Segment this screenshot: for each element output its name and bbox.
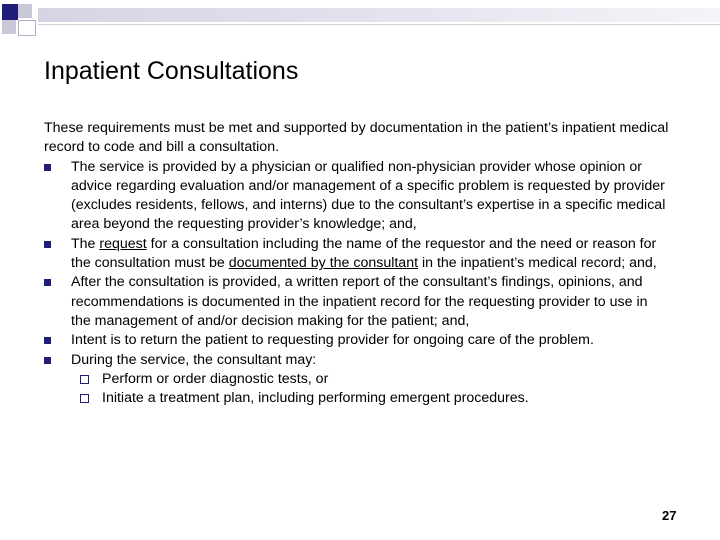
square-bullet-icon [44,241,51,248]
slide-title: Inpatient Consultations [44,57,299,85]
bullet-text: The [71,235,100,252]
underlined-text: documented by the consultant [228,255,419,272]
square-bullet-icon [44,164,51,171]
bullet-text: After the consultation is provided, a written report of the consultant’s findings, opinions, and recommendations is documented in the inpatient record for the requesting provider to use in the management of and/or decision making for the patient; and, [71,274,648,329]
bullet-text: During the service, the consultant may: [71,351,317,368]
square-bullet-icon [44,337,51,344]
header-square-light [2,20,16,34]
header-divider [38,24,720,25]
bullet-text: The service is provided by a physician or qualified non-physician provider whose opinion or advice regarding evaluation and/or management of a specific problem is requested by provider (excludes residents, fellows, and interns) due to the consultant’s expertise in a specific medical area beyond the requesting provider’s knowledge; and, [71,158,666,233]
square-bullet-icon [44,357,51,364]
bullet-text: for a consultation including the name of the requestor and the need or reason for the consultation must be [71,235,657,272]
sub-bullet-list [71,370,670,409]
page-number: 27 [662,508,677,523]
bullet-item [44,351,670,409]
bullet-item [44,158,670,235]
header-bar [38,8,720,22]
hollow-square-bullet-icon [80,375,89,384]
underlined-text: request [99,235,147,252]
bullet-item [44,273,670,331]
bullet-list [44,158,670,409]
bullet-item [44,235,670,274]
header-square-light [18,4,32,18]
sub-bullet-item [71,389,670,408]
header-square-dark [2,4,18,20]
hollow-square-bullet-icon [80,394,89,403]
square-bullet-icon [44,279,51,286]
slide-body [44,119,670,408]
sub-bullet-text: Initiate a treatment plan, including performing emergent procedures. [102,390,529,407]
header-square-outline [18,20,36,36]
bullet-item [44,331,670,350]
bullet-text: Intent is to return the patient to requesting provider for ongoing care of the problem. [71,332,594,349]
sub-bullet-item [71,370,670,389]
intro-text: These requirements must be met and supported by documentation in the patient’s inpatient medical record to code and bill a consultation. [44,120,669,156]
sub-bullet-text: Perform or order diagnostic tests, or [102,370,329,387]
bullet-text: in the inpatient’s medical record; and, [418,255,657,272]
